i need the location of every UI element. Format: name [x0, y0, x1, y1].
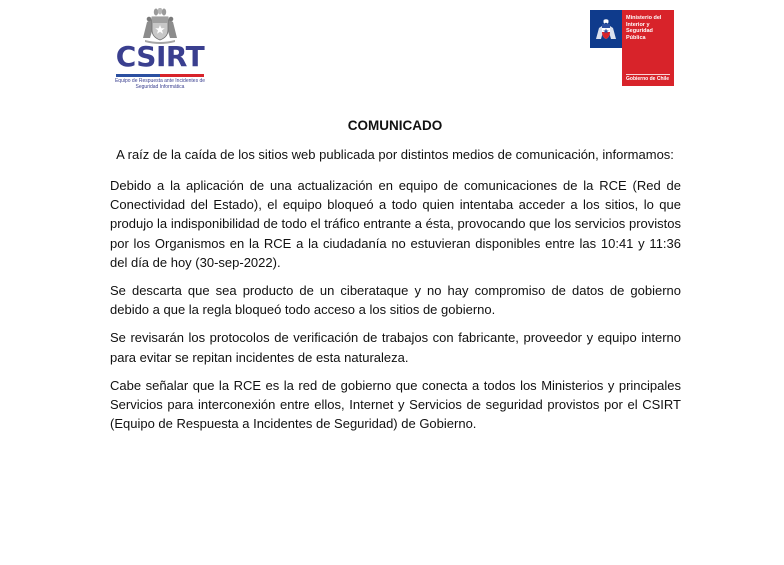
gov-coat-of-arms-icon [594, 18, 618, 42]
csirt-color-bar [116, 74, 204, 77]
gobierno-de-chile-label: Gobierno de Chile [626, 76, 670, 82]
ministry-logo-panel [622, 10, 674, 86]
csirt-subtitle: Equipo de Respuesta ante Incidentes de Seguridad Informática [114, 78, 206, 90]
chile-coat-of-arms-icon [139, 8, 181, 44]
paragraph-rce-description: Cabe señalar que la RCE es la red de gobierno que conecta a todos los Ministerios y principales Servicios para interconexión entre ellos, Internet y Servicios de seguridad provistos por el CSIRT (Equipo de Respuesta a Incidentes de Seguridad) de Gobierno. [110, 377, 681, 432]
paragraph-incident-cause: Debido a la aplicación de una actualización en equipo de comunicaciones de la RCE (Red de Conectividad del Estado), el equipo bloqueó a todo quien intentaba acceder a los sitios, lo que produjo la indisponibilidad de todo el tráfico entrante a ésta, provocando que los servicios provistos por los Organismos en la RCE a la ciudadanía no estuvieran disponibles entre las 10:41 y 11:36 del día de hoy (30-sep-2022). [110, 178, 681, 270]
csirt-logo [112, 8, 208, 88]
document-body [110, 176, 681, 442]
document-intro: A raíz de la caída de los sitios web publicada por distintos medios de comunicación, informamos: [116, 147, 674, 162]
paragraph-protocol-review: Se revisarán los protocolos de verificación de trabajos con fabricante, proveedor y equipo interno para evitar se repitan incidentes de esta naturaleza. [110, 330, 681, 365]
document-title: COMUNICADO [347, 118, 443, 133]
ministry-logo [590, 10, 674, 86]
csirt-wordmark: CSIRT [115, 40, 205, 73]
ministry-logo-divider [626, 74, 670, 75]
ministry-logo-flag [590, 10, 622, 86]
paragraph-no-cyberattack: Se descarta que sea producto de un ciberataque y no hay compromiso de datos de gobierno debido a que la regla bloqueó todo acceso a los sitios de gobierno. [110, 283, 681, 318]
ministry-name: Ministerio del Interior y Seguridad Pública [626, 15, 662, 41]
